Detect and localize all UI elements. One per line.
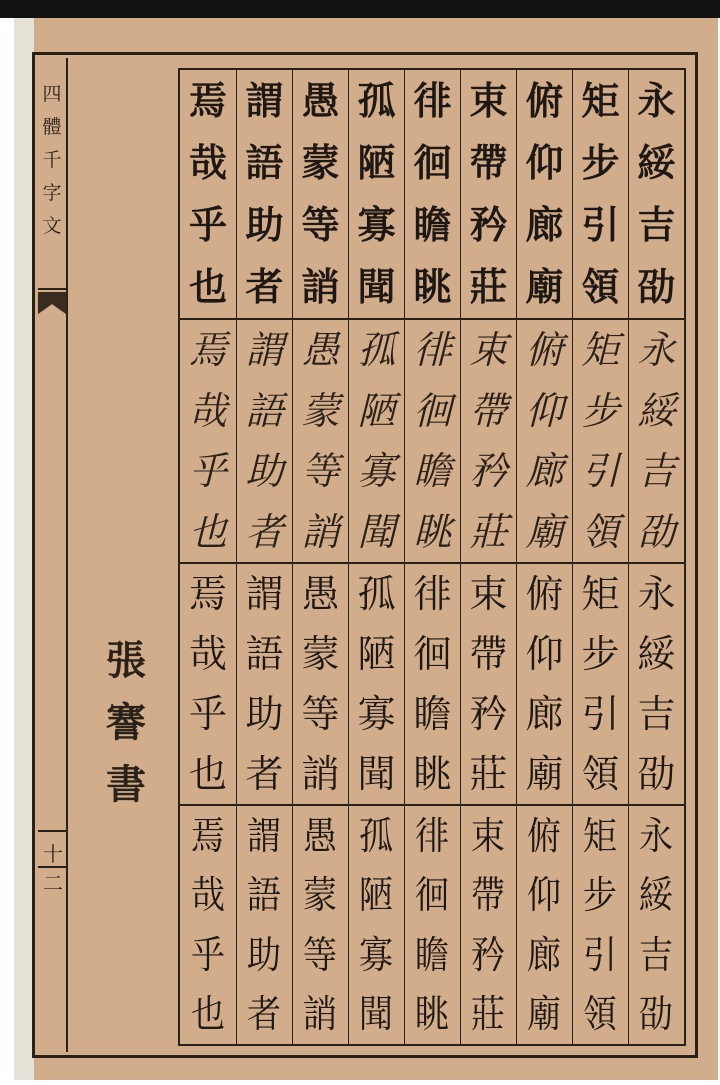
character: 者 bbox=[247, 992, 282, 1037]
character: 聞 bbox=[359, 992, 394, 1037]
spine-title-char: 四 bbox=[42, 83, 62, 105]
character: 吉 bbox=[639, 932, 674, 977]
character: 徊 bbox=[413, 140, 452, 185]
text-column bbox=[628, 70, 684, 318]
character: 語 bbox=[247, 873, 282, 918]
character: 誚 bbox=[301, 264, 340, 309]
character: 束 bbox=[469, 78, 508, 123]
character: 引 bbox=[581, 449, 620, 494]
character: 助 bbox=[245, 449, 284, 494]
character: 誚 bbox=[301, 509, 340, 554]
character: 徊 bbox=[413, 388, 452, 433]
character: 語 bbox=[245, 388, 284, 433]
character: 謂 bbox=[245, 328, 284, 373]
text-column bbox=[628, 806, 684, 1044]
character: 帶 bbox=[469, 632, 508, 676]
character: 莊 bbox=[469, 509, 508, 554]
text-column bbox=[292, 70, 348, 318]
margin-rule bbox=[38, 830, 66, 832]
text-column bbox=[292, 806, 348, 1044]
character: 吉 bbox=[637, 692, 676, 736]
text-column bbox=[180, 806, 236, 1044]
text-column bbox=[404, 320, 460, 562]
character: 俯 bbox=[525, 328, 564, 373]
character: 矩 bbox=[581, 78, 620, 123]
text-column bbox=[628, 320, 684, 562]
character: 步 bbox=[581, 140, 620, 185]
text-column bbox=[404, 806, 460, 1044]
character: 哉 bbox=[188, 632, 227, 676]
character: 莊 bbox=[469, 752, 508, 796]
character: 徊 bbox=[413, 632, 452, 676]
character: 焉 bbox=[188, 78, 227, 123]
character: 焉 bbox=[188, 328, 227, 373]
character: 陋 bbox=[357, 632, 396, 676]
character: 愚 bbox=[301, 572, 340, 616]
character: 焉 bbox=[188, 572, 227, 616]
text-column bbox=[236, 564, 292, 804]
character: 陋 bbox=[357, 140, 396, 185]
text-column bbox=[572, 806, 628, 1044]
character: 者 bbox=[245, 509, 284, 554]
character: 語 bbox=[245, 632, 284, 676]
text-column bbox=[348, 806, 404, 1044]
character: 仰 bbox=[525, 632, 564, 676]
character: 矜 bbox=[469, 692, 508, 736]
character: 俯 bbox=[525, 572, 564, 616]
character: 哉 bbox=[188, 140, 227, 185]
character: 聞 bbox=[357, 752, 396, 796]
text-column bbox=[628, 564, 684, 804]
character: 蒙 bbox=[301, 140, 340, 185]
character: 謂 bbox=[245, 572, 284, 616]
character: 廟 bbox=[525, 509, 564, 554]
character: 孤 bbox=[357, 328, 396, 373]
character: 束 bbox=[469, 572, 508, 616]
character: 謂 bbox=[245, 78, 284, 123]
character: 廊 bbox=[525, 692, 564, 736]
character: 矩 bbox=[581, 328, 620, 373]
character: 廊 bbox=[525, 449, 564, 494]
character: 焉 bbox=[190, 813, 226, 858]
character: 廟 bbox=[525, 752, 564, 796]
character: 領 bbox=[581, 509, 620, 554]
signature-char: 謇 bbox=[106, 699, 146, 746]
character: 也 bbox=[188, 752, 227, 796]
character: 謂 bbox=[247, 813, 282, 858]
character: 等 bbox=[301, 692, 340, 736]
text-column bbox=[572, 70, 628, 318]
text-column bbox=[236, 70, 292, 318]
character: 束 bbox=[469, 328, 508, 373]
character: 徘 bbox=[413, 78, 452, 123]
character: 眺 bbox=[413, 752, 452, 796]
character: 俯 bbox=[525, 78, 564, 123]
character: 領 bbox=[583, 992, 618, 1037]
character: 引 bbox=[581, 202, 620, 247]
character: 綏 bbox=[637, 632, 676, 676]
text-column bbox=[572, 320, 628, 562]
character: 領 bbox=[581, 752, 620, 796]
character: 寡 bbox=[357, 692, 396, 736]
text-column bbox=[180, 70, 236, 318]
page-number: 十二 bbox=[43, 842, 63, 895]
character: 等 bbox=[301, 202, 340, 247]
character: 矩 bbox=[581, 572, 620, 616]
character: 徘 bbox=[413, 328, 452, 373]
signature-char: 書 bbox=[106, 761, 146, 808]
character: 永 bbox=[637, 78, 676, 123]
character: 劭 bbox=[639, 992, 674, 1037]
text-grid bbox=[178, 68, 686, 1046]
text-column bbox=[516, 70, 572, 318]
character: 愚 bbox=[301, 328, 340, 373]
text-column bbox=[404, 564, 460, 804]
script-band-regular bbox=[180, 70, 684, 318]
character: 永 bbox=[637, 572, 676, 616]
character: 也 bbox=[190, 992, 226, 1037]
spine-title-char: 字 bbox=[42, 182, 62, 204]
character: 引 bbox=[581, 692, 620, 736]
character: 綏 bbox=[637, 140, 676, 185]
text-column bbox=[516, 564, 572, 804]
character: 廊 bbox=[527, 932, 562, 977]
character: 莊 bbox=[471, 992, 506, 1037]
character: 廟 bbox=[525, 264, 564, 309]
character: 引 bbox=[583, 932, 618, 977]
text-column bbox=[572, 564, 628, 804]
character: 寡 bbox=[359, 932, 394, 977]
character: 劭 bbox=[637, 752, 676, 796]
text-column bbox=[460, 564, 516, 804]
text-column bbox=[180, 564, 236, 804]
character: 誚 bbox=[301, 752, 340, 796]
text-column bbox=[292, 320, 348, 562]
character: 吉 bbox=[637, 449, 676, 494]
character: 廊 bbox=[525, 202, 564, 247]
character: 帶 bbox=[469, 388, 508, 433]
character: 寡 bbox=[357, 449, 396, 494]
character: 聞 bbox=[357, 264, 396, 309]
character: 吉 bbox=[637, 202, 676, 247]
script-band-cursive bbox=[180, 320, 684, 562]
character: 愚 bbox=[303, 813, 338, 858]
character: 哉 bbox=[190, 873, 226, 918]
character: 步 bbox=[581, 632, 620, 676]
character: 矜 bbox=[469, 449, 508, 494]
calligrapher-signature bbox=[100, 630, 152, 816]
character: 也 bbox=[188, 509, 227, 554]
character: 者 bbox=[245, 264, 284, 309]
spine-title bbox=[38, 78, 66, 243]
text-column bbox=[460, 806, 516, 1044]
character: 領 bbox=[581, 264, 620, 309]
spine-title-char: 文 bbox=[42, 215, 62, 237]
character: 者 bbox=[245, 752, 284, 796]
character: 助 bbox=[245, 692, 284, 736]
character: 廟 bbox=[527, 992, 562, 1037]
character: 等 bbox=[303, 932, 338, 977]
character: 矩 bbox=[583, 813, 618, 858]
spine-title-char: 體 bbox=[42, 116, 62, 138]
character: 劭 bbox=[637, 264, 676, 309]
character: 乎 bbox=[188, 202, 227, 247]
character: 徘 bbox=[415, 813, 450, 858]
text-column bbox=[236, 806, 292, 1044]
margin-rule bbox=[38, 866, 66, 868]
character: 束 bbox=[471, 813, 506, 858]
character: 陋 bbox=[357, 388, 396, 433]
character: 蒙 bbox=[301, 632, 340, 676]
character: 眺 bbox=[413, 264, 452, 309]
character: 寡 bbox=[357, 202, 396, 247]
character: 語 bbox=[245, 140, 284, 185]
character: 哉 bbox=[188, 388, 227, 433]
character: 帶 bbox=[471, 873, 506, 918]
signature-char: 張 bbox=[106, 637, 146, 684]
character: 瞻 bbox=[413, 692, 452, 736]
text-column bbox=[404, 70, 460, 318]
character: 孤 bbox=[357, 572, 396, 616]
text-column bbox=[348, 70, 404, 318]
character: 仰 bbox=[525, 388, 564, 433]
text-column bbox=[516, 320, 572, 562]
script-band-clerical bbox=[180, 564, 684, 804]
character: 永 bbox=[639, 813, 674, 858]
text-column bbox=[460, 70, 516, 318]
character: 瞻 bbox=[413, 202, 452, 247]
character: 誚 bbox=[303, 992, 338, 1037]
text-column bbox=[516, 806, 572, 1044]
character: 孤 bbox=[359, 813, 394, 858]
character: 俯 bbox=[527, 813, 562, 858]
character: 瞻 bbox=[415, 932, 450, 977]
binding-edge bbox=[14, 18, 34, 1080]
character: 劭 bbox=[637, 509, 676, 554]
character: 聞 bbox=[357, 509, 396, 554]
text-column bbox=[348, 320, 404, 562]
character: 蒙 bbox=[301, 388, 340, 433]
text-column bbox=[460, 320, 516, 562]
script-band-seal bbox=[180, 806, 684, 1044]
text-column bbox=[236, 320, 292, 562]
character: 莊 bbox=[469, 264, 508, 309]
character: 乎 bbox=[188, 692, 227, 736]
character: 眺 bbox=[413, 509, 452, 554]
text-column bbox=[180, 320, 236, 562]
character: 步 bbox=[581, 388, 620, 433]
spine-title-char: 千 bbox=[42, 149, 62, 171]
character: 步 bbox=[583, 873, 618, 918]
text-column bbox=[292, 564, 348, 804]
character: 等 bbox=[301, 449, 340, 494]
character: 眺 bbox=[415, 992, 450, 1037]
character: 也 bbox=[188, 264, 227, 309]
character: 徘 bbox=[413, 572, 452, 616]
margin-rule bbox=[38, 288, 66, 290]
character: 徊 bbox=[415, 873, 450, 918]
character: 永 bbox=[637, 328, 676, 373]
character: 瞻 bbox=[413, 449, 452, 494]
character: 乎 bbox=[190, 932, 226, 977]
top-black-border bbox=[0, 0, 720, 18]
character: 綏 bbox=[637, 388, 676, 433]
character: 帶 bbox=[469, 140, 508, 185]
text-column bbox=[348, 564, 404, 804]
character: 仰 bbox=[525, 140, 564, 185]
character: 孤 bbox=[357, 78, 396, 123]
character: 矜 bbox=[469, 202, 508, 247]
character: 助 bbox=[247, 932, 282, 977]
character: 仰 bbox=[527, 873, 562, 918]
character: 助 bbox=[245, 202, 284, 247]
character: 愚 bbox=[301, 78, 340, 123]
character: 綏 bbox=[639, 873, 674, 918]
character: 乎 bbox=[188, 449, 227, 494]
character: 陋 bbox=[359, 873, 394, 918]
character: 蒙 bbox=[303, 873, 338, 918]
character: 矜 bbox=[471, 932, 506, 977]
